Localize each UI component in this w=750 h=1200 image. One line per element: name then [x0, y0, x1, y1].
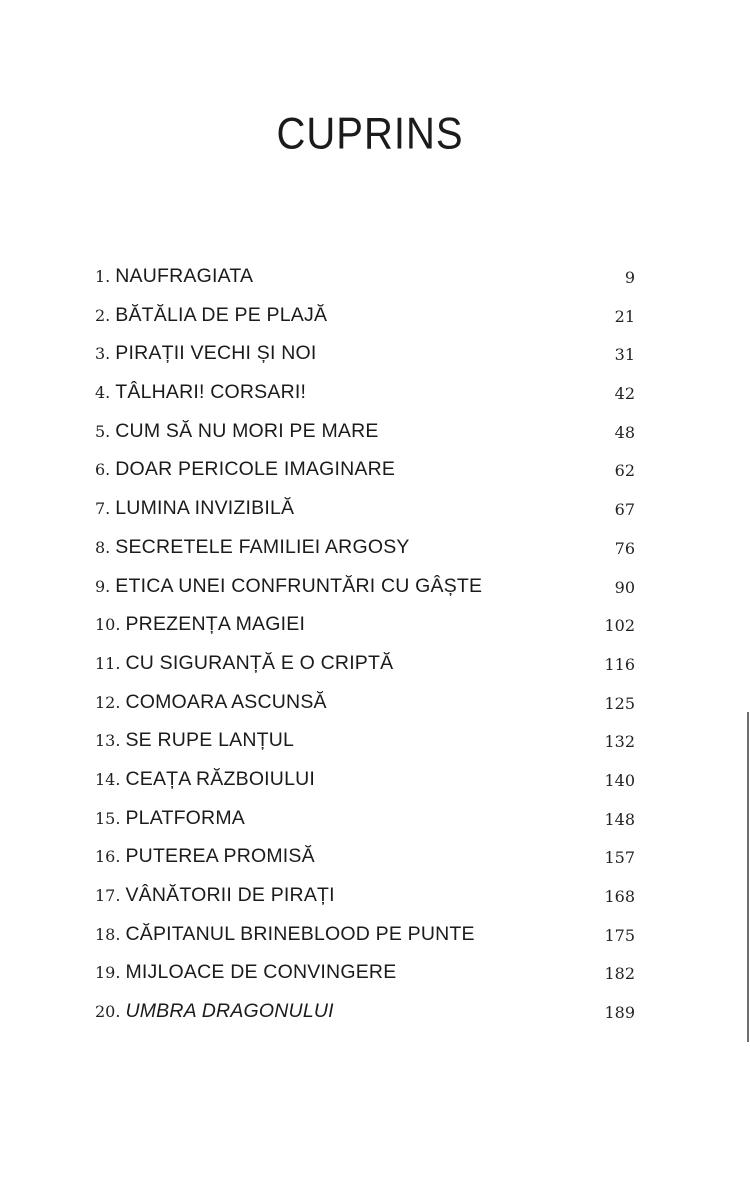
chapter-title: PREZENȚA MAGIEI	[125, 613, 306, 636]
chapter-number: 2.	[95, 305, 111, 325]
toc-entry-13	[95, 726, 635, 765]
page-number: 182	[604, 964, 635, 984]
chapter-title: SECRETELE FAMILIEI ARGOSY	[115, 535, 410, 558]
chapter-number: 14.	[95, 769, 121, 789]
page-number: 175	[604, 925, 635, 945]
toc-entry-7	[95, 494, 635, 533]
page-number: 62	[614, 461, 635, 481]
page-number: 102	[604, 616, 635, 636]
chapter-title: LUMINA INVIZIBILĂ	[115, 497, 295, 520]
toc-entry-3	[95, 339, 635, 378]
chapter-title: NAUFRAGIATA	[115, 265, 254, 287]
chapter-number: 10.	[95, 615, 121, 635]
chapter-number: 20.	[95, 1002, 121, 1022]
toc-entry-19	[95, 958, 635, 997]
page-number: 116	[604, 654, 635, 674]
chapter-number: 3.	[95, 344, 111, 364]
chapter-number: 13.	[95, 731, 121, 751]
chapter-title: CEAȚA RĂZBOIULUI	[125, 767, 316, 790]
page-edge-line	[747, 712, 749, 1042]
chapter-number: 19.	[95, 963, 121, 983]
toc-entry-16	[95, 842, 635, 881]
chapter-number: 8.	[95, 537, 111, 557]
chapter-number: 18.	[95, 924, 121, 944]
page-number: 125	[604, 693, 635, 713]
toc-entry-17	[95, 881, 635, 920]
page-number: 76	[614, 538, 635, 558]
toc-entry-5	[95, 417, 635, 456]
chapter-title: CU SIGURANȚĂ E O CRIPTĂ	[125, 651, 394, 674]
chapter-title: TÂLHARI! CORSARI!	[115, 381, 307, 404]
page-number: 157	[604, 848, 635, 868]
chapter-title: CĂPITANUL BRINEBLOOD PE PUNTE	[125, 922, 475, 945]
chapter-title: ETICA UNEI CONFRUNTĂRI CU GÂȘTE	[115, 574, 483, 597]
chapter-number: 12.	[95, 692, 121, 712]
toc-entry-1	[95, 262, 635, 301]
chapter-number: 16.	[95, 847, 121, 867]
chapter-number: 7.	[95, 499, 111, 519]
chapter-title: COMOARA ASCUNSĂ	[125, 690, 327, 713]
page-number: 189	[604, 1003, 635, 1023]
chapter-number: 4.	[95, 383, 111, 403]
chapter-number: 9.	[95, 576, 111, 596]
toc-entry-6	[95, 455, 635, 494]
chapter-number: 17.	[95, 886, 121, 905]
page-number: 140	[604, 770, 635, 790]
chapter-title: PIRAȚII VECHI ȘI NOI	[115, 342, 317, 365]
toc-entry-9	[95, 572, 635, 611]
toc-entry-14	[95, 765, 635, 804]
chapter-title: UMBRA DRAGONULUI	[125, 1000, 334, 1023]
chapter-title: BĂTĂLIA DE PE PLAJĂ	[115, 303, 328, 326]
page-title: CUPRINS	[276, 109, 464, 159]
chapter-title: CUM SĂ NU MORI PE MARE	[115, 419, 379, 442]
chapter-title: VÂNĂTORII DE PIRAȚI	[125, 884, 335, 906]
toc-entry-11	[95, 649, 635, 688]
page-number: 90	[614, 577, 635, 597]
page-number: 31	[614, 345, 635, 365]
chapter-title: MIJLOACE DE CONVINGERE	[125, 961, 397, 984]
toc-entry-4	[95, 378, 635, 417]
chapter-number: 15.	[95, 808, 121, 828]
chapter-number: 11.	[95, 653, 121, 673]
page-number: 67	[614, 500, 635, 520]
page-number: 148	[604, 809, 635, 829]
toc-entry-8	[95, 533, 635, 572]
table-of-contents	[95, 262, 635, 1036]
page-number: 21	[614, 306, 635, 326]
toc-entry-10	[95, 610, 635, 649]
toc-entry-18	[95, 920, 635, 959]
chapter-title: DOAR PERICOLE IMAGINARE	[115, 458, 396, 481]
toc-entry-12	[95, 688, 635, 727]
chapter-number: 5.	[95, 421, 111, 441]
chapter-title: SE RUPE LANȚUL	[125, 729, 295, 752]
page-number: 48	[614, 422, 635, 442]
chapter-title: PLATFORMA	[125, 806, 245, 829]
chapter-title: PUTEREA PROMISĂ	[125, 845, 315, 868]
page-number: 132	[604, 732, 635, 752]
chapter-number: 1.	[95, 267, 111, 286]
toc-entry-20	[95, 997, 635, 1036]
toc-entry-2	[95, 301, 635, 340]
toc-entry-15	[95, 804, 635, 843]
page-number: 168	[604, 887, 635, 906]
page-number: 42	[614, 384, 635, 404]
page-number: 9	[624, 268, 635, 287]
chapter-number: 6.	[95, 460, 111, 480]
